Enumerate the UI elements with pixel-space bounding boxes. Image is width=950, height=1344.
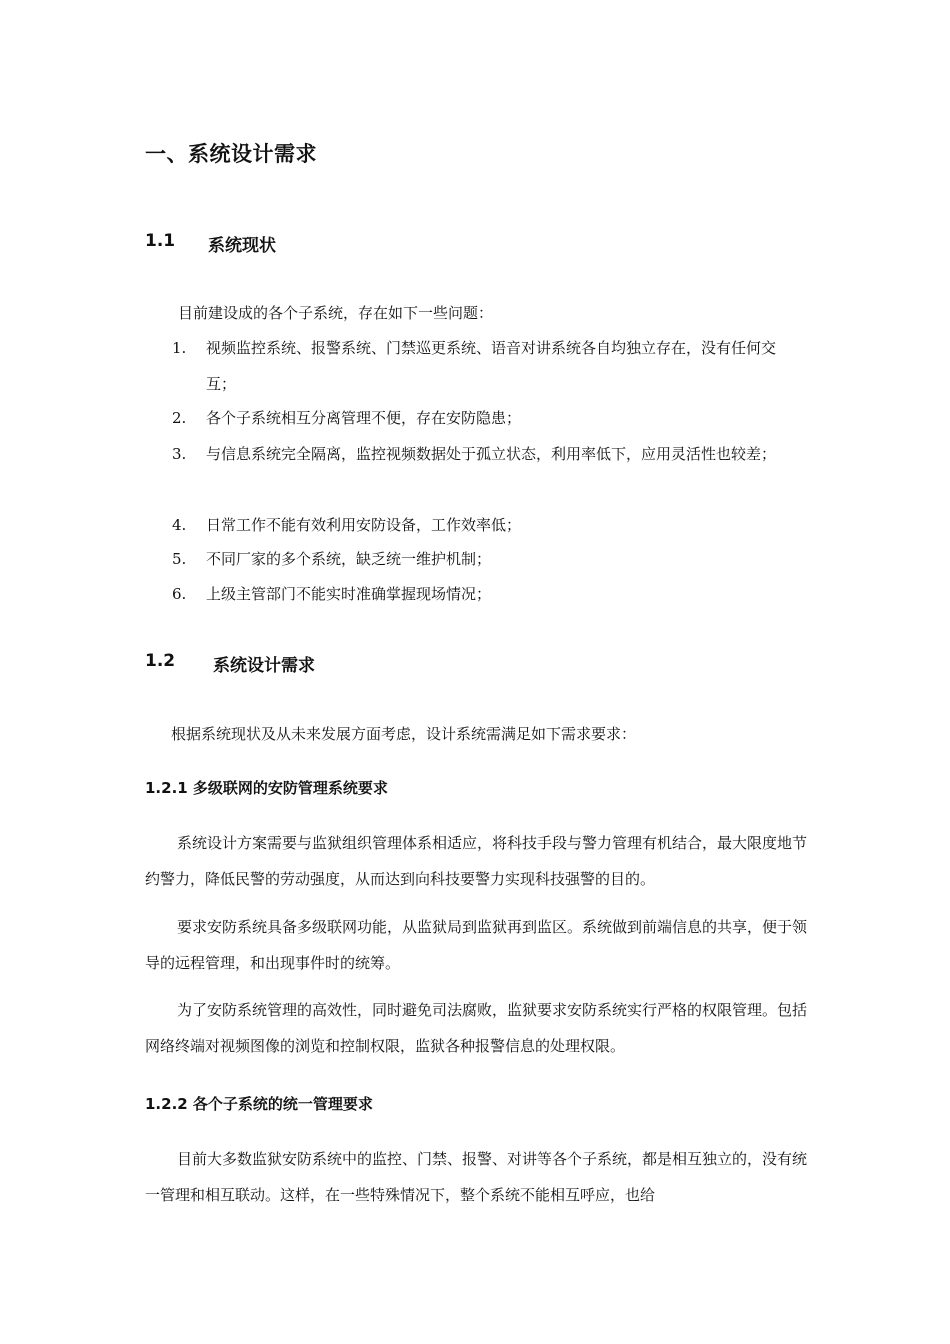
list-item [172, 507, 797, 543]
section-number: 1.1 [145, 231, 176, 251]
paragraph: 目前大多数监狱安防系统中的监控、门禁、报警、对讲等各个子系统，都是相互独立的，没有统一管理和相互联动。这样，在一些特殊情况下，整个系统不能相互呼应，也给 [145, 1150, 808, 1204]
section-heading-1-2 [145, 651, 315, 676]
paragraph: 要求安防系统具备多级联网功能，从监狱局到监狱再到监区。系统做到前端信息的共享，便于领导的远程管理，和出现事件时的统筹。 [145, 918, 808, 972]
list-text: 与信息系统完全隔离，监控视频数据处于孤立状态，利用率低下，应用灵活性也较差； [206, 445, 777, 463]
list-text: 各个子系统相互分离管理不便，存在安防隐患； [206, 409, 522, 427]
list-number: 4. [172, 516, 187, 534]
section-title: 系统现状 [208, 236, 276, 256]
section-intro: 目前建设成的各个子系统，存在如下一些问题： [178, 304, 494, 322]
section-heading-1-1 [145, 231, 276, 256]
list-item [172, 541, 797, 577]
list-item [172, 330, 797, 402]
subsection-heading-1-2-1: 1.2.1 多级联网的安防管理系统要求 [145, 779, 388, 797]
list-number: 3. [172, 445, 187, 463]
section-number: 1.2 [145, 651, 176, 671]
list-text: 不同厂家的多个系统，缺乏统一维护机制； [206, 550, 492, 568]
list-item [172, 400, 797, 436]
list-number: 1. [172, 339, 187, 357]
list-number: 5. [172, 550, 187, 568]
list-item [172, 436, 797, 472]
subsection-heading-1-2-2: 1.2.2 各个子系统的统一管理要求 [145, 1095, 373, 1113]
list-text: 视频监控系统、报警系统、门禁巡更系统、语音对讲系统各自均独立存在，没有任何交互； [206, 339, 777, 393]
paragraph: 系统设计方案需要与监狱组织管理体系相适应，将科技手段与警力管理有机结合，最大限度地节约警力，降低民警的劳动强度，从而达到向科技要警力实现科技强警的目的。 [145, 834, 808, 888]
paragraph: 为了安防系统管理的高效性，同时避免司法腐败，监狱要求安防系统实行严格的权限管理。包括网络终端对视频图像的浏览和控制权限，监狱各种报警信息的处理权限。 [145, 1001, 808, 1055]
chapter-heading: 一、系统设计需求 [145, 142, 317, 166]
list-item [172, 576, 797, 612]
list-number: 6. [172, 585, 187, 603]
list-number: 2. [172, 409, 187, 427]
section-title: 系统设计需求 [213, 656, 315, 676]
section-intro: 根据系统现状及从未来发展方面考虑，设计系统需满足如下需求要求： [171, 725, 637, 743]
list-text: 日常工作不能有效利用安防设备，工作效率低； [206, 516, 522, 534]
list-text: 上级主管部门不能实时准确掌握现场情况； [206, 585, 492, 603]
